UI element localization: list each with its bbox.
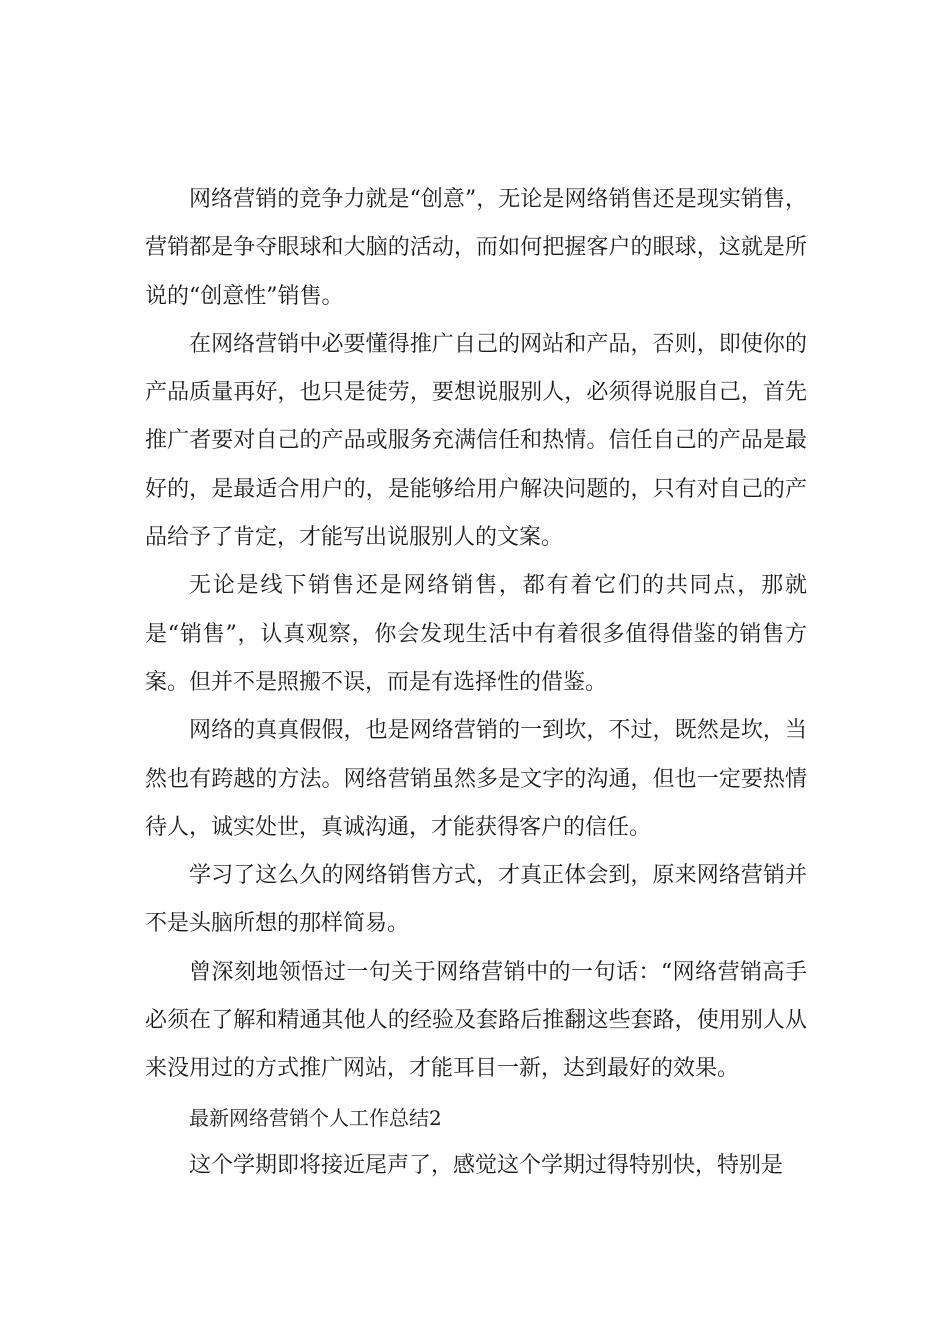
paragraph-7: 这个学期即将接近尾声了，感觉这个学期过得特别快，特别是 <box>189 1152 784 1178</box>
paragraph-5: 学习了这么久的网络销售方式，才真正体会到，原来网络营销并不是头脑所想的那样简易。 <box>145 863 807 937</box>
paragraph-2: 在网络营销中必要懂得推广自己的网站和产品，否则，即使你的产品质量再好，也只是徒劳，要想说服别人，必须得说服自己，首先推广者要对自己的产品或服务充满信任和热情。信任自己的产品是最好的，是最适合用户的，是能够给用户解决问题的，只有对自己的产品给予了肯定，才能写出说服别人的文案。 <box>145 331 807 551</box>
paragraph-3: 无论是线下销售还是网络销售，都有着它们的共同点，那就是“销售”，认真观察，你会发现生活中有着很多值得借鉴的销售方案。但并不是照搬不误，而是有选择性的借鉴。 <box>145 573 807 695</box>
document-body <box>145 176 807 1190</box>
paragraph-6: 曾深刻地领悟过一句关于网络营销中的一句话：“网络营销高手必须在了解和精通其他人的经验及套路后推翻这些套路，使用别人从来没用过的方式推广网站，才能耳目一新，达到最好的效果。 <box>145 959 807 1082</box>
paragraph-1: 网络营销的竞争力就是“创意”，无论是网络销售还是现实销售，营销都是争夺眼球和大脑的活动，而如何把握客户的眼球，这就是所说的“创意性”销售。 <box>145 187 807 309</box>
paragraph-4: 网络的真真假假，也是网络营销的一到坎，不过，既然是坎，当然也有跨越的方法。网络营销虽然多是文字的沟通，但也一定要热情待人，诚实处世，真诚沟通，才能获得客户的信任。 <box>145 718 807 840</box>
section-heading: 最新网络营销个人工作总结2 <box>189 1105 442 1130</box>
